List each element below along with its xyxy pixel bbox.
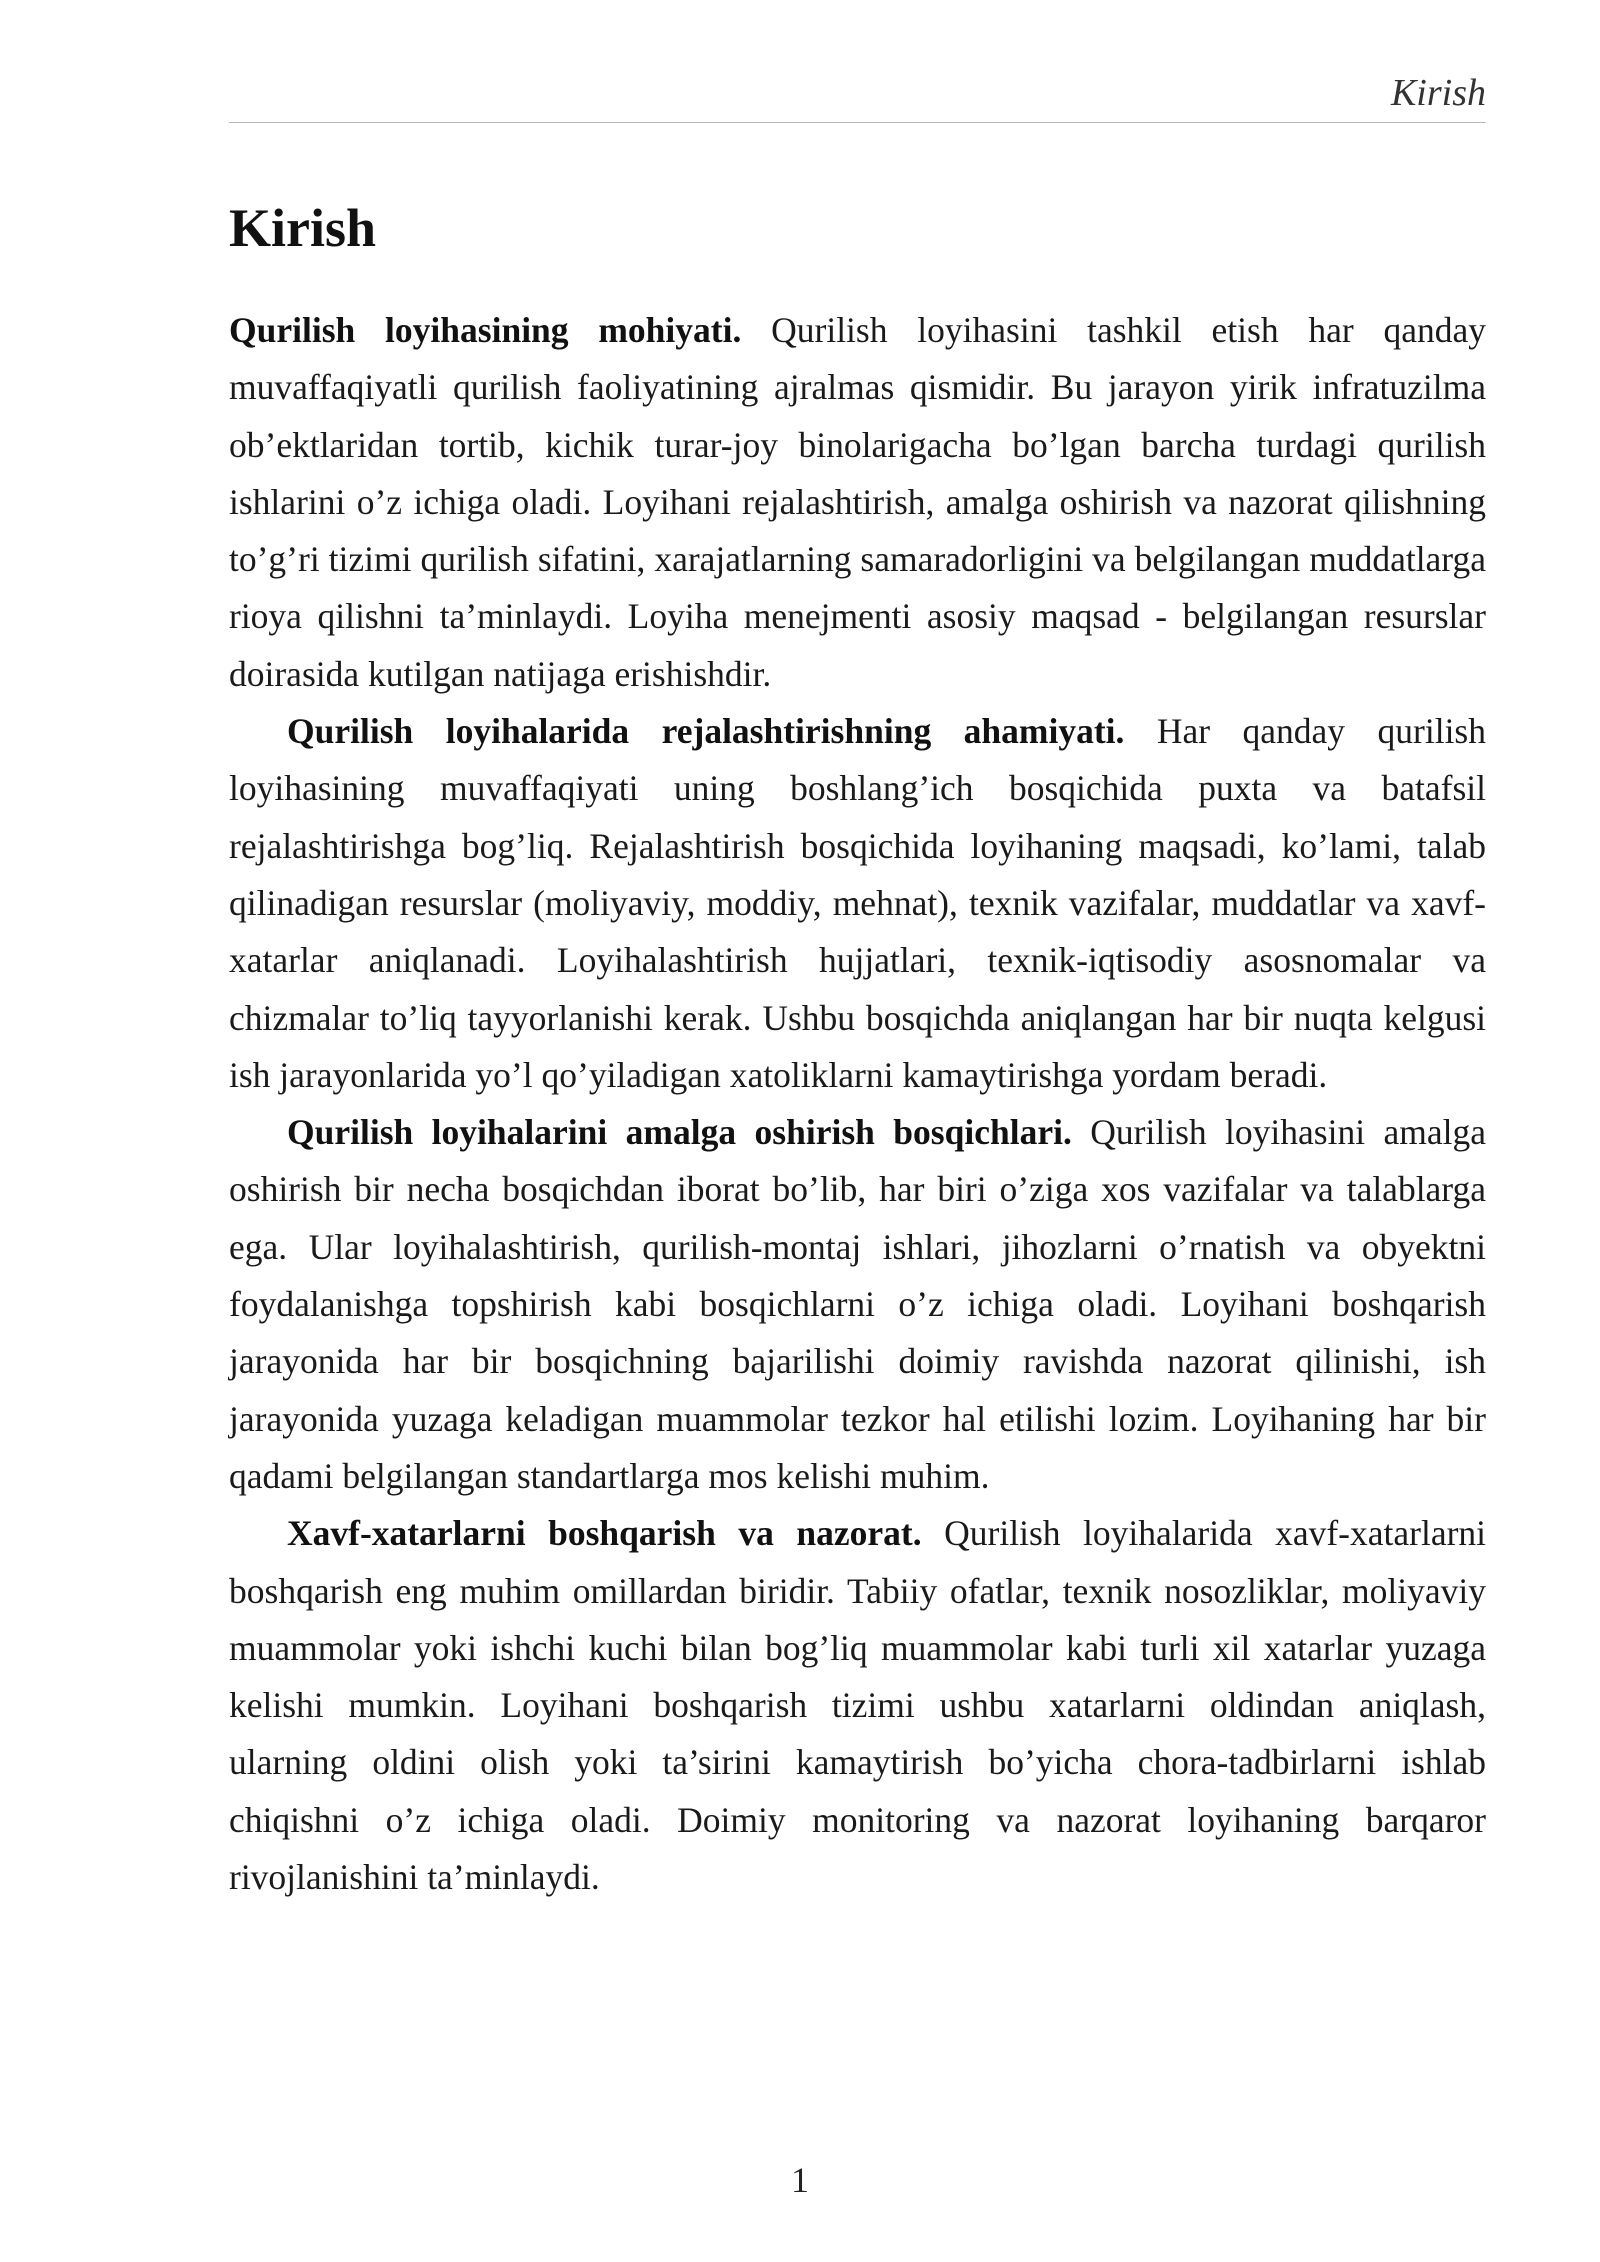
paragraph-planning-importance — [229, 703, 1486, 1104]
paragraph-lead: Qurilish loyihalarini amalga oshirish bosqichlari. — [287, 1112, 1072, 1153]
running-header-title: Kirish — [1390, 72, 1486, 114]
paragraph-implementation-stages — [229, 1104, 1486, 1505]
chapter-title: Kirish — [229, 198, 377, 258]
paragraph-project-essence — [229, 302, 1486, 703]
paragraph-body: Har qanday qurilish loyihasining muvaffaqiyati uning boshlang’ich bosqichida puxta va batafsil rejalashtirishga bog’liq. Rejalashtirish bosqichida loyihaning maqsadi, ko’lami, talab qilinadigan resurslar (moliyaviy, moddiy, mehnat), texnik vazifalar, muddatlar va xavf-xatarlar aniqlanadi. Loyihalashtirish hujjatlari, texnik-iqtisodiy asosnomalar va chizmalar to’liq tayyorlanishi kerak. Ushbu bosqichda aniqlangan har bir nuqta kelgusi ish jarayonlarida yo’l qo’yiladigan xatoliklarni kamaytirishga yordam beradi. — [229, 711, 1486, 1095]
paragraph-body: Qurilish loyihasini tashkil etish har qanday muvaffaqiyatli qurilish faoliyatining ajralmas qismidir. Bu jarayon yirik infratuzilma ob’ektlaridan tortib, kichik turar-joy binolarigacha bo’lgan barcha turdagi qurilish ishlarini o’z ichiga oladi. Loyihani rejalashtirish, amalga oshirish va nazorat qilishning to’g’ri tizimi qurilish sifatini, xarajatlarning samaradorligini va belgilangan muddatlarga rioya qilishni ta’minlaydi. Loyiha menejmenti asosiy maqsad - belgilangan resurslar doirasida kutilgan natijaga erishishdir. — [229, 310, 1487, 694]
paragraph-lead: Qurilish loyihalarida rejalashtirishning ahamiyati. — [287, 711, 1125, 752]
page-number: 1 — [791, 2160, 809, 2200]
paragraph-lead: Xavf-xatarlarni boshqarish va nazorat. — [287, 1513, 922, 1554]
running-header — [229, 70, 1486, 123]
paragraph-risk-management — [229, 1505, 1486, 1906]
body-text — [229, 302, 1486, 1906]
paragraph-body: Qurilish loyihalarida xavf-xatarlarni boshqarish eng muhim omillardan biridir. Tabiiy ofatlar, texnik nosozliklar, moliyaviy muammolar yoki ishchi kuchi bilan bog’liq muammolar kabi turli xil xatarlar yuzaga kelishi mumkin. Loyihani boshqarish tizimi ushbu xatarlarni oldindan aniqlash, ularning oldini olish yoki ta’sirini kamaytirish bo’yicha chora-tadbirlarni ishlab chiqishni o’z ichiga oladi. Doimiy monitoring va nazorat loyihaning barqaror rivojlanishini ta’minlaydi. — [229, 1513, 1487, 1898]
paragraph-lead: Qurilish loyihasining mohiyati. — [229, 310, 742, 350]
paragraph-body: Qurilish loyihasini amalga oshirish bir necha bosqichdan iborat bo’lib, har biri o’ziga xos vazifalar va talablarga ega. Ular loyihalashtirish, qurilish-montaj ishlari, jihozlarni o’rnatish va obyektni foydalanishga topshirish kabi bosqichlarni o’z ichiga oladi. Loyihani boshqarish jarayonida har bir bosqichning bajarilishi doimiy ravishda nazorat qilinishi, ish jarayonida yuzaga keladigan muammolar tezkor hal etilishi lozim. Loyihaning har bir qadami belgilangan standartlarga mos kelishi muhim. — [229, 1112, 1486, 1496]
